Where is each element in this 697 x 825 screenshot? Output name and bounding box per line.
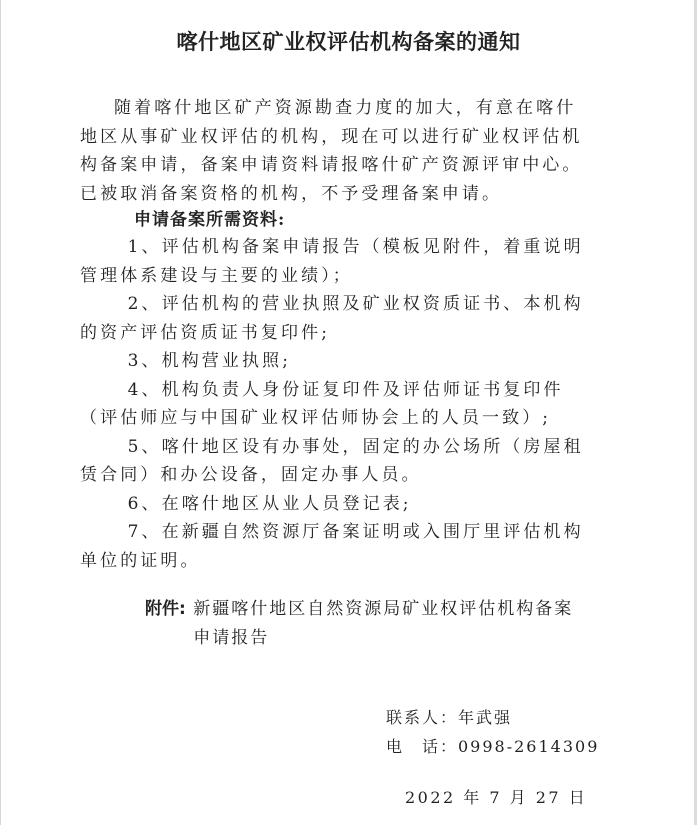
attachment xyxy=(145,595,573,652)
contact-person: 联系人：年武强 xyxy=(386,708,513,727)
requirement-item: 2、评估机构的营业执照及矿业权资质证书、本机构的资产评估资质证书复印件; xyxy=(80,294,584,343)
requirement-item: 7、在新疆自然资源厅备案证明或入围厅里评估机构单位的证明。 xyxy=(80,522,584,571)
intro-paragraph xyxy=(80,94,594,208)
page-edge-left xyxy=(0,0,1,825)
requirement-item: 6、在喀什地区从业人员登记表; xyxy=(127,493,412,514)
contact-block xyxy=(386,703,599,761)
attachment-link[interactable]: 新疆喀什地区自然资源局矿业权评估机构备案申请报告 xyxy=(193,599,574,648)
requirement-item: 1、评估机构备案申请报告（模板见附件，着重说明管理体系建设与主要的业绩）； xyxy=(80,237,584,286)
intro-text: 随着喀什地区矿产资源勘查力度的加大，有意在喀什地区从事矿业权评估的机构，现在可以进行矿业权评估机构备案申请，备案申请资料请报喀什矿产资源评审中心。已被取消备案资格的机构，不予受理备案申请。 xyxy=(80,98,583,204)
contact-phone: 电 话：0998-2614309 xyxy=(386,737,600,756)
document-title: 喀什地区矿业权评估机构备案的通知 xyxy=(176,30,521,54)
requirement-item: 5、喀什地区设有办事处，固定的办公场所（房屋租赁合同）和办公设备，固定办事人员。 xyxy=(80,436,584,485)
requirements-heading: 申请备案所需资料: xyxy=(134,210,286,230)
requirements-list xyxy=(80,233,594,575)
requirement-item: 4、机构负责人身份证复印件及评估师证书复印件（评估师应与中国矿业权评估师协会上的人员一致）; xyxy=(80,379,564,428)
document-date: 2022 年 7 月 27 日 xyxy=(405,788,588,807)
requirement-item: 3、机构营业执照; xyxy=(127,351,292,371)
attachment-label: 附件: xyxy=(145,599,186,619)
